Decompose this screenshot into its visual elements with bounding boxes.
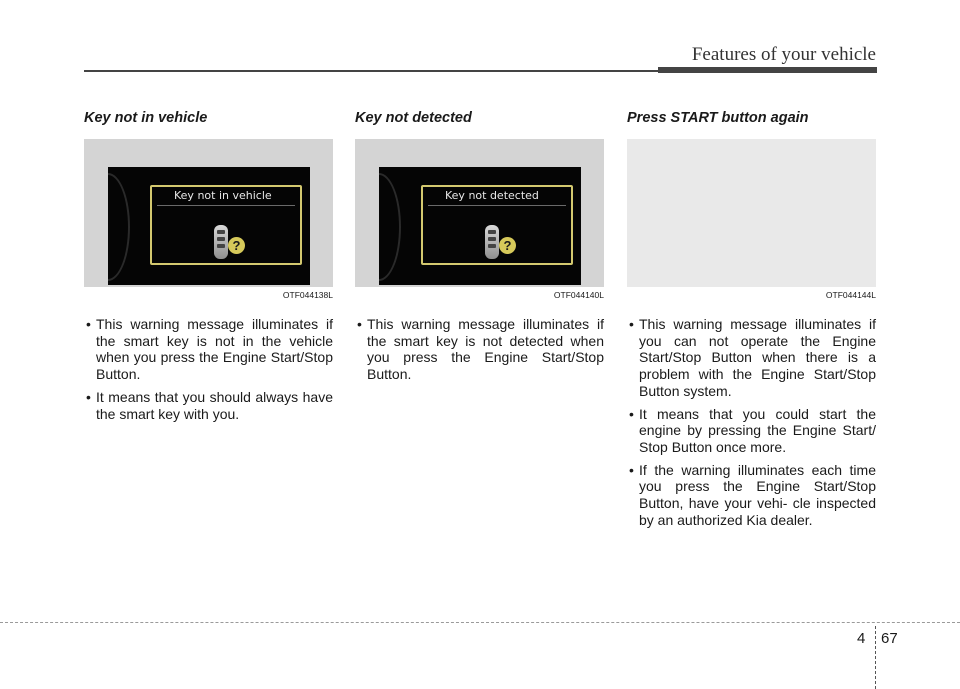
warning-message-box [150, 185, 302, 265]
header-rule-accent [658, 67, 877, 73]
gauge-arc [379, 173, 401, 281]
bullet-list [627, 316, 876, 528]
section-press-start-button-again [627, 110, 876, 534]
figure-code: OTF044144L [825, 290, 876, 300]
list-item: • It means that you could start the engine by pressing the Engine Start/ Stop Button once more. [627, 406, 876, 456]
list-item: • It means that you should always have the smart key with you. [84, 389, 333, 422]
cluster-screen [379, 167, 581, 285]
header-rule [84, 70, 662, 72]
bullet-list [355, 316, 604, 383]
list-item: • This warning message illuminates if you can not operate the Engine Start/Stop Button when there is a problem with the Engine Start/Stop Button system. [627, 316, 876, 400]
question-mark-icon: ? [228, 237, 245, 254]
section-title: Key not detected [355, 110, 472, 126]
smart-key-icon [485, 225, 499, 259]
section-key-not-detected [355, 110, 604, 389]
section-title: Key not in vehicle [84, 110, 208, 126]
chapter-number: 4 [857, 630, 866, 647]
page-number: 67 [881, 630, 898, 647]
cluster-display-figure [355, 139, 604, 287]
footer-rule [0, 622, 960, 623]
header-title: Features of your vehicle [691, 44, 876, 65]
section-key-not-in-vehicle [84, 110, 333, 428]
figure-code: OTF044138L [282, 290, 333, 300]
smart-key-icon [214, 225, 228, 259]
blank-figure [627, 139, 876, 287]
question-mark-icon: ? [499, 237, 516, 254]
page-separator [875, 626, 876, 689]
gauge-arc [108, 173, 130, 281]
message-divider [157, 205, 295, 206]
message-divider [428, 205, 566, 206]
bullet-list [84, 316, 333, 422]
figure-code: OTF044140L [553, 290, 604, 300]
section-title: Press START button again [627, 110, 809, 126]
display-message: Key not detected [445, 189, 539, 202]
cluster-display-figure [84, 139, 333, 287]
list-item: • This warning message illuminates if the smart key is not in the vehicle when you press the Engine Start/Stop Button. [84, 316, 333, 383]
list-item: • If the warning illuminates each time you press the Engine Start/Stop Button, have your vehi- cle inspected by an authorized Kia dealer. [627, 462, 876, 529]
warning-message-box [421, 185, 573, 265]
display-message: Key not in vehicle [174, 189, 272, 202]
list-item: • This warning message illuminates if the smart key is not detected when you press the Engine Start/Stop Button. [355, 316, 604, 383]
cluster-screen [108, 167, 310, 285]
